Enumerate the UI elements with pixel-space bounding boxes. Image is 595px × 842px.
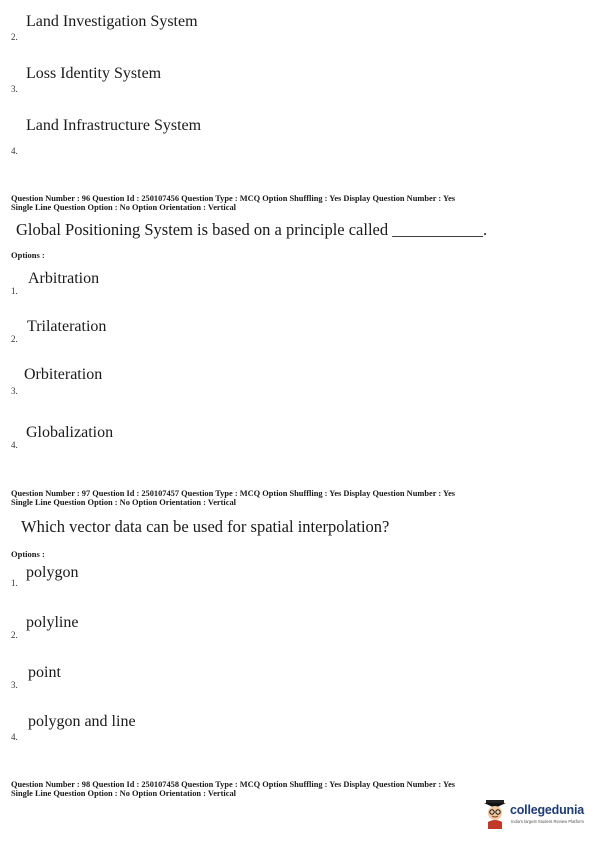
option-number: 4. <box>11 146 18 156</box>
option-text: Arbitration <box>28 270 100 287</box>
question-meta: Single Line Question Option : No Option Orientation : Vertical <box>11 498 236 507</box>
option-text: polyline <box>26 614 79 631</box>
option-text: point <box>28 664 61 681</box>
option-number: 2. <box>11 334 18 344</box>
question-meta: Single Line Question Option : No Option Orientation : Vertical <box>11 203 236 212</box>
question-meta: Question Number : 97 Question Id : 250107457 Question Type : MCQ Option Shuffling : Yes Display Question Number : Yes <box>11 489 456 498</box>
student-mascot-icon <box>482 799 508 829</box>
option-text: Orbiteration <box>24 366 103 383</box>
options-label: Options : <box>11 250 45 260</box>
option-number: 2. <box>11 630 18 640</box>
question-text: Which vector data can be used for spatial interpolation? <box>21 517 390 536</box>
option-number: 1. <box>11 286 18 296</box>
option-text: Trilateration <box>27 318 107 335</box>
option-number: 4. <box>11 440 18 450</box>
question-text: Global Positioning System is based on a principle called ___________. <box>16 220 488 239</box>
option-number: 3. <box>11 386 18 396</box>
option-text: Land Investigation System <box>26 13 198 30</box>
option-number: 3. <box>11 680 18 690</box>
option-number: 1. <box>11 578 18 588</box>
option-text: Loss Identity System <box>26 65 162 82</box>
option-number: 4. <box>11 732 18 742</box>
question-meta: Single Line Question Option : No Option Orientation : Vertical <box>11 789 236 798</box>
option-text: Land Infrastructure System <box>26 117 202 134</box>
option-text: polygon and line <box>28 713 136 730</box>
option-number: 3. <box>11 84 18 94</box>
option-text: polygon <box>26 564 79 581</box>
question-meta: Question Number : 96 Question Id : 250107456 Question Type : MCQ Option Shuffling : Yes Display Question Number : Yes <box>11 194 456 203</box>
logo-tagline: India's largest Student Review Platform <box>511 819 584 824</box>
options-label: Options : <box>11 549 45 559</box>
option-number: 2. <box>11 32 18 42</box>
logo-name: collegedunia <box>510 803 585 817</box>
option-text: Globalization <box>26 424 114 441</box>
collegedunia-logo <box>482 799 592 831</box>
question-meta: Question Number : 98 Question Id : 250107458 Question Type : MCQ Option Shuffling : Yes Display Question Number : Yes <box>11 780 456 789</box>
